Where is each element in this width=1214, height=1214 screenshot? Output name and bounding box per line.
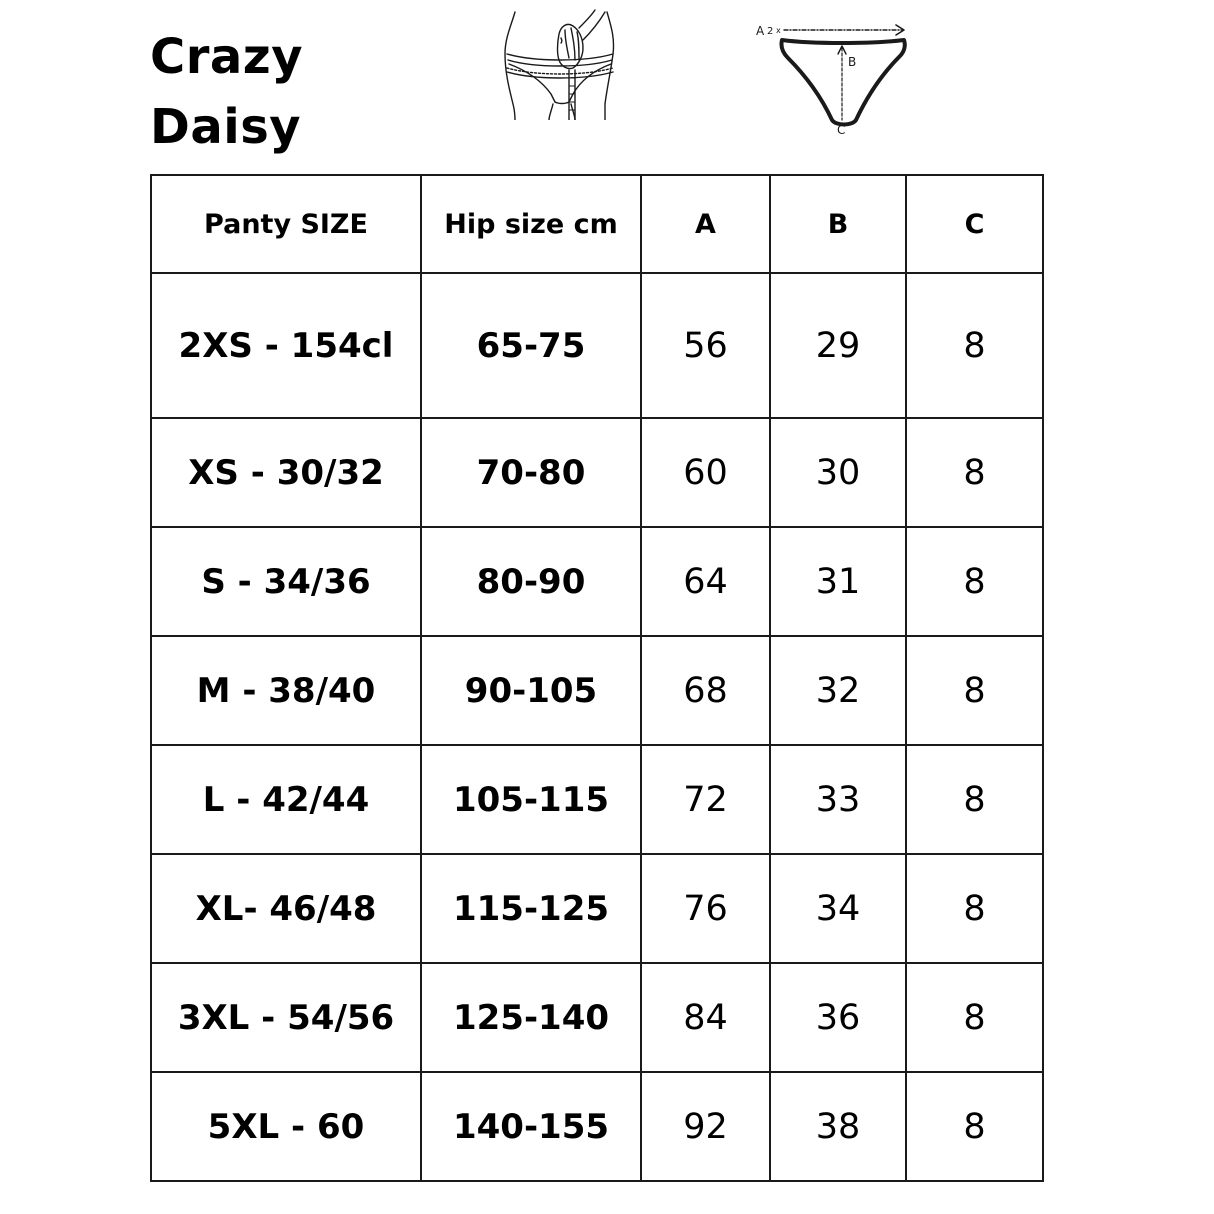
dimension-label-b: B xyxy=(848,55,857,69)
cell-b: 29 xyxy=(770,273,906,418)
cell-panty-size: 5XL - 60 xyxy=(151,1072,421,1181)
cell-panty-size: L - 42/44 xyxy=(151,745,421,854)
cell-a: 84 xyxy=(641,963,770,1072)
cell-c: 8 xyxy=(906,745,1043,854)
cell-c: 8 xyxy=(906,527,1043,636)
cell-a: 68 xyxy=(641,636,770,745)
cell-panty-size: S - 34/36 xyxy=(151,527,421,636)
cell-panty-size: M - 38/40 xyxy=(151,636,421,745)
cell-panty-size: XS - 30/32 xyxy=(151,418,421,527)
cell-c: 8 xyxy=(906,273,1043,418)
table-row xyxy=(151,854,1043,963)
cell-b: 33 xyxy=(770,745,906,854)
table-row xyxy=(151,745,1043,854)
cell-b: 34 xyxy=(770,854,906,963)
cell-c: 8 xyxy=(906,854,1043,963)
cell-b: 38 xyxy=(770,1072,906,1181)
size-table xyxy=(150,174,1044,1182)
table-row xyxy=(151,527,1043,636)
header-hip-size: Hip size cm xyxy=(421,175,641,273)
cell-c: 8 xyxy=(906,418,1043,527)
cell-hip-size: 80-90 xyxy=(421,527,641,636)
dimension-label-a-sub: 2 xyxy=(767,26,774,37)
panty-measurement-diagram xyxy=(752,16,912,138)
cell-b: 31 xyxy=(770,527,906,636)
dimension-label-c: C xyxy=(837,123,846,137)
cell-b: 36 xyxy=(770,963,906,1072)
cell-a: 72 xyxy=(641,745,770,854)
cell-hip-size: 115-125 xyxy=(421,854,641,963)
cell-c: 8 xyxy=(906,963,1043,1072)
cell-c: 8 xyxy=(906,636,1043,745)
cell-a: 92 xyxy=(641,1072,770,1181)
svg-text:x: x xyxy=(776,26,781,35)
cell-panty-size: XL- 46/48 xyxy=(151,854,421,963)
table-header-row xyxy=(151,175,1043,273)
cell-panty-size: 3XL - 54/56 xyxy=(151,963,421,1072)
cell-a: 60 xyxy=(641,418,770,527)
header-a: A xyxy=(641,175,770,273)
brand-title xyxy=(150,22,303,162)
cell-hip-size: 140-155 xyxy=(421,1072,641,1181)
cell-panty-size: 2XS - 154cl xyxy=(151,273,421,418)
cell-a: 56 xyxy=(641,273,770,418)
header-b: B xyxy=(770,175,906,273)
cell-hip-size: 90-105 xyxy=(421,636,641,745)
hip-measuring-illustration xyxy=(495,8,627,120)
table-row xyxy=(151,273,1043,418)
cell-c: 8 xyxy=(906,1072,1043,1181)
cell-hip-size: 70-80 xyxy=(421,418,641,527)
dimension-label-a: A xyxy=(756,24,765,38)
table-row xyxy=(151,963,1043,1072)
header-c: C xyxy=(906,175,1043,273)
cell-hip-size: 125-140 xyxy=(421,963,641,1072)
cell-a: 76 xyxy=(641,854,770,963)
table-row xyxy=(151,1072,1043,1181)
cell-hip-size: 105-115 xyxy=(421,745,641,854)
cell-a: 64 xyxy=(641,527,770,636)
table-row xyxy=(151,636,1043,745)
header-panty-size: Panty SIZE xyxy=(151,175,421,273)
table-row xyxy=(151,418,1043,527)
cell-b: 32 xyxy=(770,636,906,745)
brand-title-line2: Daisy xyxy=(150,99,302,155)
cell-hip-size: 65-75 xyxy=(421,273,641,418)
brand-title-line1: Crazy xyxy=(150,29,304,85)
cell-b: 30 xyxy=(770,418,906,527)
